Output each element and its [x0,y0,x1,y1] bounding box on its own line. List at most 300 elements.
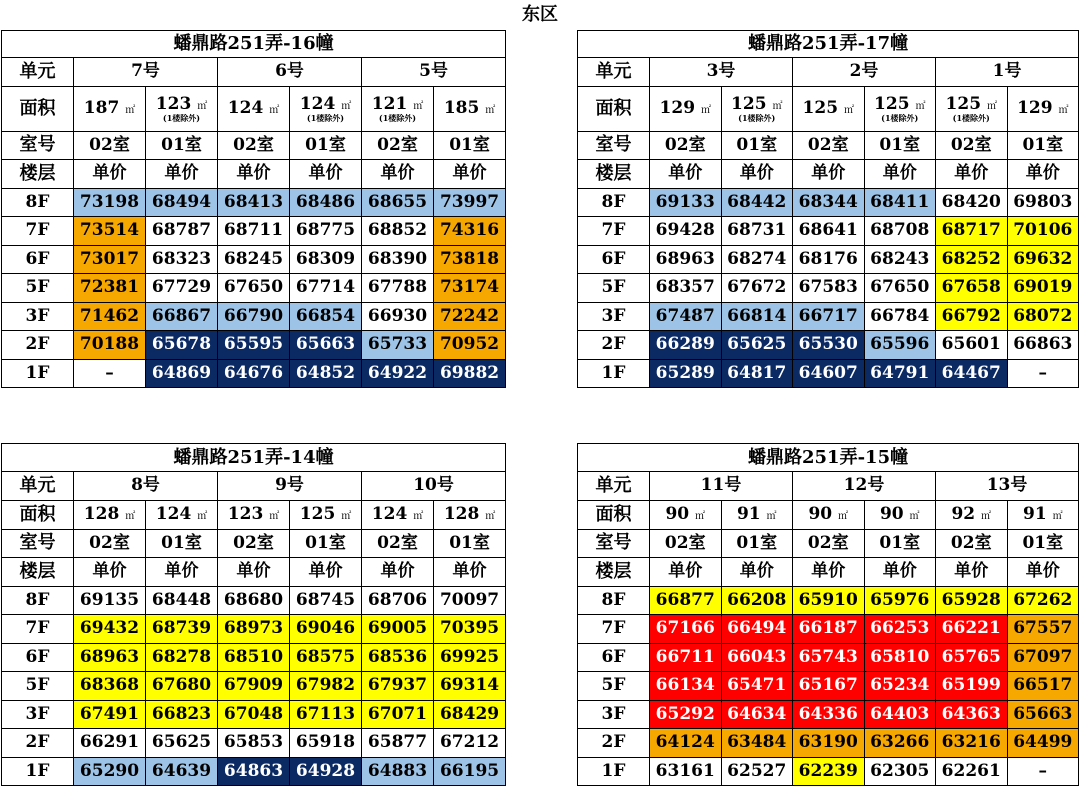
room-number: 02室 [793,529,865,558]
room-number: 02室 [74,131,146,160]
price-cell: 62261 [936,757,1008,786]
price-cell: 64639 [146,757,218,786]
price-cell: 68252 [936,245,1008,274]
price-cell: – [74,359,146,388]
price-cell: 69005 [362,615,434,644]
area-unit: ㎡ [413,511,424,522]
room-number: 01室 [290,131,362,160]
unit-number: 6号 [218,58,362,87]
floor-number: 7F [578,217,650,246]
floor-number: 1F [578,359,650,388]
price-cell: 65625 [146,729,218,758]
unit-number: 8号 [74,472,218,501]
price-cell: 67680 [146,672,218,701]
table-row [2,729,506,758]
room-number: 01室 [864,529,936,558]
price-cell: 64467 [936,359,1008,388]
price-cell: 73514 [74,217,146,246]
price-cell: 70106 [1007,217,1079,246]
area-unit: ㎡ [341,100,352,112]
table-row [578,331,1079,360]
price-cell: 65596 [864,331,936,360]
price-cell: 68309 [290,245,362,274]
price-cell: 64869 [146,359,218,388]
area-value: 123 [227,504,264,524]
table-row [2,359,506,388]
area-value-line [722,506,793,523]
room-label: 室号 [2,131,74,160]
floor-number: 3F [578,302,650,331]
floor-number: 1F [578,757,650,786]
room-number: 01室 [434,131,506,160]
price-cell: 66291 [74,729,146,758]
price-cell: 65810 [864,643,936,672]
price-cell: 65733 [362,331,434,360]
building-title: 蟠鼎路251弄-17幢 [578,31,1079,58]
area-value: 92 [951,504,976,524]
price-cell: 63190 [793,729,865,758]
area-cell [721,86,793,131]
area-cell [650,500,722,529]
price-cell: 64676 [218,359,290,388]
area-cell [1007,86,1079,131]
price-cell: 66221 [936,615,1008,644]
price-cell: 64124 [650,729,722,758]
room-label: 室号 [578,131,650,160]
floor-label: 楼层 [2,558,74,587]
price-cell: 68711 [218,217,290,246]
price-cell: 73017 [74,245,146,274]
area-value: 91 [736,504,761,524]
price-cell: 69046 [290,615,362,644]
floor-number: 6F [578,245,650,274]
table-row [2,700,506,729]
price-cell: 68641 [793,217,865,246]
area-value-line [146,506,217,523]
price-cell: 66784 [864,302,936,331]
room-number: 01室 [1007,529,1079,558]
room-number: 02室 [362,131,434,160]
price-cell: 68176 [793,245,865,274]
floor-number: 3F [2,700,74,729]
floor-number: 2F [2,331,74,360]
price-cell: 65853 [218,729,290,758]
price-cell: 65290 [74,757,146,786]
price-cell: 68072 [1007,302,1079,331]
table-row [578,729,1079,758]
price-cell: 64883 [362,757,434,786]
price-cell: 70952 [434,331,506,360]
table-row [2,188,506,217]
area-note: (1楼除外) [952,112,990,123]
table-row [578,700,1079,729]
area-unit: ㎡ [269,105,280,116]
area-unit: ㎡ [909,511,920,522]
area-cell [936,86,1008,131]
area-unit: ㎡ [1058,105,1069,116]
floor-number: 1F [2,757,74,786]
price-cell: 63266 [864,729,936,758]
unit-price-header: 单价 [290,160,362,189]
floor-number: 1F [2,359,74,388]
price-cell: 68448 [146,586,218,615]
price-cell: 66134 [650,672,722,701]
area-value-line [290,93,361,114]
unit-price-header: 单价 [434,558,506,587]
price-cell: 67672 [721,274,793,303]
price-cell: 65877 [362,729,434,758]
price-cell: 68787 [146,217,218,246]
floor-number: 5F [2,672,74,701]
price-cell: 68680 [218,586,290,615]
table-row [578,672,1079,701]
price-cell: 65678 [146,331,218,360]
floor-number: 8F [2,188,74,217]
price-cell: 62527 [721,757,793,786]
floor-number: 6F [578,643,650,672]
price-cell: 65743 [793,643,865,672]
area-unit: ㎡ [485,511,496,522]
price-cell: 65601 [936,331,1008,360]
room-number: 01室 [721,529,793,558]
area-value-line [865,506,936,523]
table-row [578,359,1079,388]
price-cell: 67650 [218,274,290,303]
table-row [578,302,1079,331]
building-title: 蟠鼎路251弄-16幢 [2,31,506,58]
floor-number: 2F [578,331,650,360]
floor-number: 3F [578,700,650,729]
area-value-line [650,506,721,523]
price-cell: 70097 [434,586,506,615]
building-table [577,30,1079,388]
unit-number: 3号 [650,58,793,87]
price-cell: 68323 [146,245,218,274]
area-value: 91 [1023,504,1047,524]
price-cell: 69135 [74,586,146,615]
unit-price-header: 单价 [74,160,146,189]
price-cell: 70395 [434,615,506,644]
area-value: 185 [443,98,480,118]
room-number: 02室 [218,131,290,160]
area-label: 面积 [2,86,74,131]
unit-price-header: 单价 [721,558,793,587]
price-cell: 68973 [218,615,290,644]
price-cell: 68536 [362,643,434,672]
area-unit: ㎡ [695,511,706,522]
price-cell: 66717 [793,302,865,331]
price-cell: 65595 [218,331,290,360]
price-cell: 68717 [936,217,1008,246]
price-cell: 67113 [290,700,362,729]
price-cell: 69314 [434,672,506,701]
area-value-line [434,506,505,523]
price-cell: 69632 [1007,245,1079,274]
price-cell: 67048 [218,700,290,729]
price-cell: 68420 [936,188,1008,217]
table-row [578,757,1079,786]
price-cell: 67714 [290,274,362,303]
floor-number: 8F [578,188,650,217]
price-cell: 73818 [434,245,506,274]
table-row [2,586,506,615]
price-cell: 67487 [650,302,722,331]
area-cell [864,86,936,131]
price-cell: 68486 [290,188,362,217]
price-cell: 72242 [434,302,506,331]
price-cell: 65625 [721,331,793,360]
unit-price-header: 单价 [146,558,218,587]
price-cell: 68852 [362,217,434,246]
area-value: 125 [731,93,767,114]
table-row [578,245,1079,274]
area-unit: ㎡ [766,511,777,522]
area-value-line [218,506,289,523]
room-label: 室号 [578,529,650,558]
floor-number: 3F [2,302,74,331]
price-cell: 64852 [290,359,362,388]
price-cell: 64928 [290,757,362,786]
area-cell [146,86,218,131]
table-row [2,615,506,644]
area-value-line [936,506,1007,523]
area-value-line [362,506,433,523]
floor-number: 5F [2,274,74,303]
price-cell: 68390 [362,245,434,274]
room-label: 室号 [2,529,74,558]
area-unit: ㎡ [197,511,208,522]
price-cell: 71462 [74,302,146,331]
floor-number: 7F [2,217,74,246]
price-cell: 68368 [74,672,146,701]
unit-price-header: 单价 [721,160,793,189]
table-row [2,217,506,246]
price-cell: 67909 [218,672,290,701]
area-unit: ㎡ [125,511,136,522]
building-table [1,30,506,388]
area-value-line [146,93,217,114]
area-value-line [74,100,145,117]
price-cell: 68278 [146,643,218,672]
area-unit: ㎡ [269,511,280,522]
price-cell: 72381 [74,274,146,303]
floor-label: 楼层 [578,160,650,189]
price-cell: 68963 [650,245,722,274]
floor-number: 6F [2,245,74,274]
price-cell: 65167 [793,672,865,701]
price-cell: 68745 [290,586,362,615]
floor-number: 6F [2,643,74,672]
area-value: 123 [155,93,192,114]
building-table [577,443,1079,786]
area-cell [362,500,434,529]
area-unit: ㎡ [981,511,992,522]
price-cell: 66711 [650,643,722,672]
price-cell: 68963 [74,643,146,672]
price-cell: 62239 [793,757,865,786]
area-unit: ㎡ [700,105,711,116]
price-cell: 67729 [146,274,218,303]
floor-number: 7F [578,615,650,644]
area-value: 125 [874,93,910,114]
floor-label: 楼层 [2,160,74,189]
price-cell: 67097 [1007,643,1079,672]
unit-price-header: 单价 [650,558,722,587]
unit-price-header: 单价 [290,558,362,587]
table-row [578,615,1079,644]
room-number: 02室 [218,529,290,558]
area-unit: ㎡ [485,105,496,116]
floor-number: 2F [2,729,74,758]
price-cell: 68731 [721,217,793,246]
price-cell: – [1007,359,1079,388]
unit-label: 单元 [2,58,74,87]
area-cell [218,86,290,131]
unit-price-header: 单价 [864,160,936,189]
room-number: 02室 [650,529,722,558]
room-number: 01室 [146,529,218,558]
area-cell [146,500,218,529]
area-cell [793,500,865,529]
area-value-line [434,100,505,117]
price-cell: 68429 [434,700,506,729]
area-unit: ㎡ [843,105,854,116]
room-number: 01室 [434,529,506,558]
price-cell: 68442 [721,188,793,217]
price-cell: 66823 [146,700,218,729]
unit-price-header: 单价 [74,558,146,587]
price-cell: 74316 [434,217,506,246]
unit-label: 单元 [578,472,650,501]
price-cell: 66792 [936,302,1008,331]
area-value: 125 [299,504,336,524]
price-cell: 67166 [650,615,722,644]
price-cell: 65234 [864,672,936,701]
price-cell: 66930 [362,302,434,331]
area-value: 121 [371,93,408,114]
floor-number: 7F [2,615,74,644]
building-title: 蟠鼎路251弄-15幢 [578,444,1079,472]
price-cell: 67583 [793,274,865,303]
unit-price-header: 单价 [864,558,936,587]
price-cell: 66867 [146,302,218,331]
price-cell: 67788 [362,274,434,303]
price-cell: 66208 [721,586,793,615]
unit-price-header: 单价 [218,558,290,587]
price-cell: 64363 [936,700,1008,729]
price-cell: 69019 [1007,274,1079,303]
price-cell: 66863 [1007,331,1079,360]
price-cell: 63216 [936,729,1008,758]
price-cell: 73997 [434,188,506,217]
area-unit: ㎡ [341,511,352,522]
area-unit: ㎡ [413,100,424,112]
room-number: 02室 [362,529,434,558]
price-cell: 62305 [864,757,936,786]
unit-price-header: 单价 [1007,558,1079,587]
price-cell: 64499 [1007,729,1079,758]
price-cell: 66195 [434,757,506,786]
unit-number: 5号 [362,58,506,87]
area-cell [74,86,146,131]
area-value-line [362,93,433,114]
area-note: (1楼除外) [881,112,919,123]
price-cell: 65292 [650,700,722,729]
table-row [2,245,506,274]
table-row [2,643,506,672]
unit-label: 单元 [578,58,650,87]
area-value-line [865,93,936,114]
price-cell: 64791 [864,359,936,388]
area-note: (1楼除外) [738,112,776,123]
room-number: 01室 [721,131,793,160]
unit-price-header: 单价 [1007,160,1079,189]
area-note: (1楼除外) [306,112,345,123]
page-title: 东区 [522,4,558,25]
price-cell: 65976 [864,586,936,615]
area-unit: ㎡ [986,100,997,112]
area-unit: ㎡ [915,100,926,112]
area-value: 124 [371,504,408,524]
unit-price-header: 单价 [793,160,865,189]
area-cell [936,500,1008,529]
price-cell: 67937 [362,672,434,701]
price-cell: 64607 [793,359,865,388]
area-value: 90 [665,504,690,524]
area-note: (1楼除外) [378,112,417,123]
price-cell: 67982 [290,672,362,701]
price-cell: 69882 [434,359,506,388]
floor-number: 5F [578,274,650,303]
room-number: 02室 [936,529,1008,558]
unit-number: 12号 [793,472,936,501]
price-cell: 69925 [434,643,506,672]
area-cell [218,500,290,529]
unit-price-header: 单价 [936,160,1008,189]
table-row [2,672,506,701]
price-cell: 65289 [650,359,722,388]
price-cell: 67212 [434,729,506,758]
price-cell: 64336 [793,700,865,729]
area-value: 90 [879,504,904,524]
unit-number: 10号 [362,472,506,501]
room-number: 02室 [936,131,1008,160]
price-cell: 65663 [290,331,362,360]
area-value-line [1008,100,1079,117]
price-cell: 65765 [936,643,1008,672]
area-cell [650,86,722,131]
table-row [2,757,506,786]
room-number: 02室 [793,131,865,160]
price-cell: 68357 [650,274,722,303]
price-cell: 65910 [793,586,865,615]
unit-price-header: 单价 [146,160,218,189]
area-note: (1楼除外) [162,112,201,123]
floor-number: 8F [2,586,74,615]
area-cell [74,500,146,529]
area-unit: ㎡ [1052,511,1063,522]
area-value-line [74,506,145,523]
room-number: 01室 [146,131,218,160]
price-cell: 68344 [793,188,865,217]
price-cell: 66253 [864,615,936,644]
unit-price-header: 单价 [650,160,722,189]
table-row [2,274,506,303]
price-cell: 67557 [1007,615,1079,644]
price-cell: 68575 [290,643,362,672]
area-value-line [218,100,289,117]
room-number: 01室 [864,131,936,160]
